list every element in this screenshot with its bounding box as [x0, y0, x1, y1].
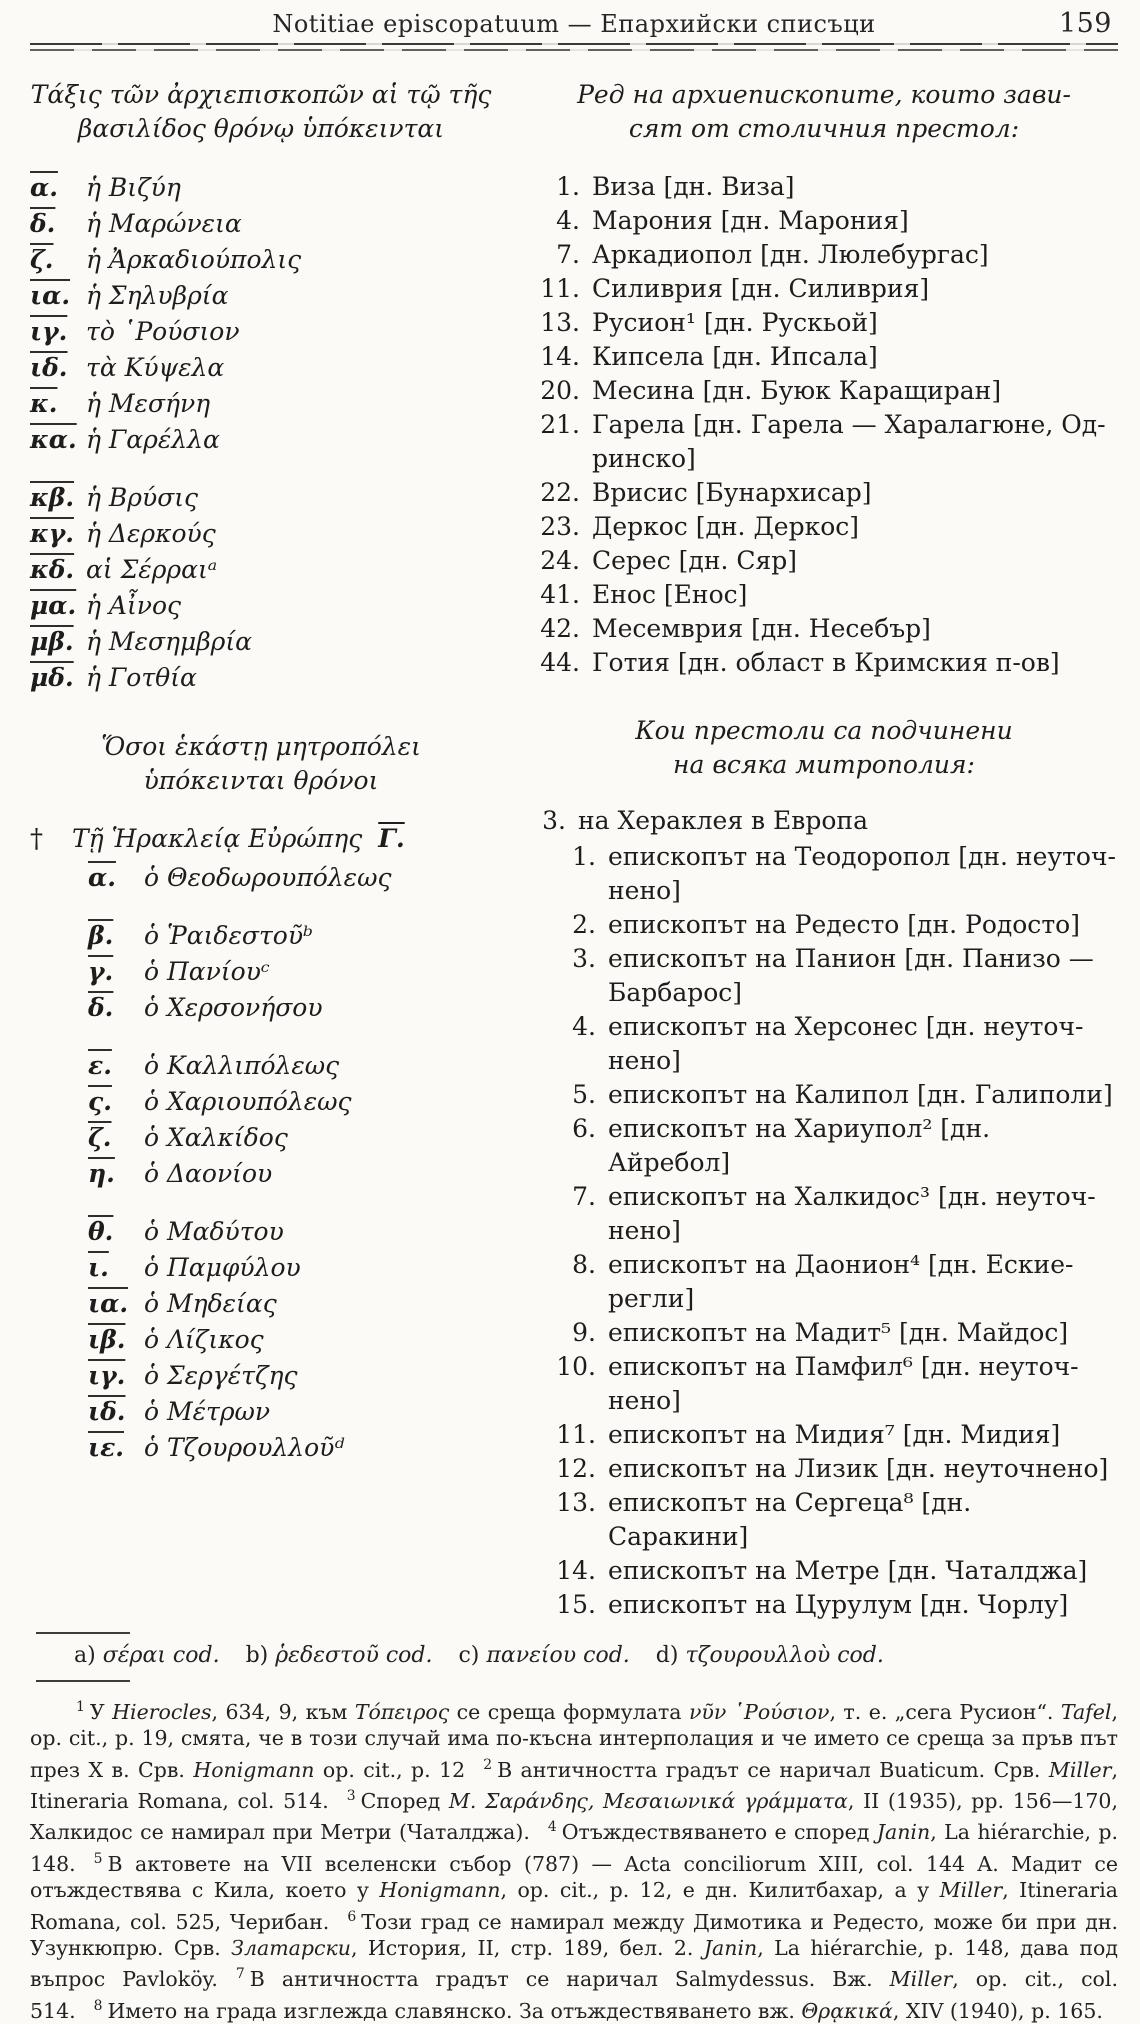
item-text: Русион¹ [дн. Рускьой] [592, 308, 878, 337]
item-number: 42. [540, 614, 580, 643]
item-number: 12. [556, 1454, 596, 1483]
list-item [30, 624, 492, 660]
list-item [530, 204, 1118, 238]
item-text: Гарела [дн. Гарела — Харалагюне, Одринско] [592, 410, 1106, 473]
heading-line: Τάξις τῶν ἀρχιεπισκοπῶν αἱ τῷ τῆς [30, 80, 492, 109]
footnote-text: В актовете на VII вселенски събор (787) — Acta conciliorum XIII, col. 144 A. Мадит се отъждествява с Кила, което у [30, 1851, 1118, 1903]
greek-column [30, 70, 492, 1622]
footnote-text: op. cit., p. 12 [314, 1757, 466, 1782]
footnote-separator [36, 1680, 130, 1682]
item-number: ζ. [30, 245, 54, 274]
list-item [530, 272, 1118, 306]
item-text: Серес [дн. Сяр] [592, 546, 798, 575]
list-item [30, 350, 492, 386]
header-rule [30, 43, 1118, 54]
footnote-text: , Itineraria Romana, col. 514. [30, 1757, 1118, 1813]
item-number: 6. [572, 1114, 596, 1143]
heading-line: сят от столичния престол: [628, 114, 1020, 143]
greek-sees-list [30, 170, 492, 696]
footnote-text: Miller [939, 1878, 1003, 1903]
item-text: ἡ Αἶνος [86, 591, 182, 620]
list-item [30, 206, 492, 242]
item-number: 13. [540, 308, 580, 337]
heading-line: βασιλίδος θρόνῳ ὑπόκεινται [77, 114, 445, 143]
item-text: ὁ Λίζικος [144, 1325, 264, 1354]
item-number: 4. [556, 206, 580, 235]
list-item [30, 278, 492, 314]
item-number: θ. [88, 1217, 114, 1246]
item-text: ἡ Δερκούς [86, 519, 216, 548]
footnote-number: 1 [76, 1699, 85, 1715]
metropolis-intro [530, 804, 1118, 838]
item-text: Виза [дн. Виза] [592, 172, 795, 201]
item-number: ι. [88, 1253, 109, 1282]
metropolis-name: Τῇ Ἡρακλείᾳ Εὐρώπης [72, 824, 363, 853]
item-text: на Хераклея в Европа [578, 806, 869, 835]
item-text: Деркос [дн. Деркос] [592, 512, 860, 541]
footnote-text: В античността градът се наричал Buaticum. Срв. [497, 1757, 1049, 1782]
item-number: 41. [540, 580, 580, 609]
footnote-text: Този град се намирал между Димотика и Редесто, може би при дн. Узункюпрю. Срв. [30, 1909, 1118, 1960]
item-text: ἡ Μεσημβρία [86, 627, 253, 656]
list-item [542, 1554, 1118, 1588]
item-number: 4. [572, 1012, 596, 1041]
apparatus-entry [656, 1643, 884, 1668]
footnote-text: , op. cit., p. 19, смята, че в този случай има по-късна интерполация и че името се среща за пръв път през X в. Срв. [30, 1699, 1118, 1782]
list-item [542, 1112, 1118, 1180]
list-item [530, 408, 1118, 476]
item-number: ιε. [88, 1433, 124, 1462]
footnote-text: Hierocles [112, 1699, 212, 1724]
item-number: 2. [572, 910, 596, 939]
list-item [542, 942, 1118, 1010]
list-item [542, 1588, 1118, 1622]
bulgarian-suffragans-list [530, 840, 1118, 1622]
item-number: κα. [30, 425, 77, 454]
item-number: δ. [30, 209, 56, 238]
item-number: κβ. [30, 483, 75, 512]
heading-line: Ὅσοι ἑκάστῃ μητροπόλει ὑπόκεινται θρόνοι [101, 732, 421, 795]
item-number: 23. [540, 512, 580, 541]
item-text: Кипсела [дн. Ипсала] [592, 342, 878, 371]
footnote-text: Miller [889, 1967, 953, 1992]
footnote-text: , т. е. „сега Русион“. [829, 1699, 1061, 1724]
item-text: епископът на Даонион⁴ [дн. Ескиерегли] [608, 1250, 1074, 1313]
list-item [542, 1078, 1118, 1112]
item-text: αἱ Σέρραιᵃ [86, 555, 218, 584]
bulgarian-sees-list [530, 170, 1118, 680]
footnote-text: В античността градът се наричал Salmydessus. Вж. [249, 1967, 890, 1992]
item-text: ὁ Χαλκίδος [144, 1123, 288, 1152]
list-item [88, 1084, 492, 1120]
item-text: Месина [дн. Буюк Каращиран] [592, 376, 1002, 405]
list-item [542, 1350, 1118, 1418]
list-item [542, 1486, 1118, 1554]
list-item [530, 374, 1118, 408]
list-item [88, 1322, 492, 1358]
list-item [530, 340, 1118, 374]
footnote-text: , XIV (1940), p. 165. [892, 1998, 1103, 2023]
greek-heading [30, 78, 492, 146]
item-text: епископът на Панион [дн. Панизо — Барбарос] [608, 944, 1094, 1007]
item-number: μδ. [30, 663, 74, 692]
item-text: епископът на Херсонес [дн. неуточнено] [608, 1012, 1084, 1075]
heading-line: Ред на архиепископите, които зави- [577, 80, 1071, 109]
footnotes-block [30, 1694, 1118, 2024]
item-text: епископът на Памфил⁶ [дн. неуточнено] [608, 1352, 1079, 1415]
list-item [30, 660, 492, 696]
list-item [88, 1286, 492, 1322]
item-text: ὁ Μαδύτου [144, 1217, 284, 1246]
list-item [530, 238, 1118, 272]
list-item [542, 1452, 1118, 1486]
bulgarian-column [530, 70, 1118, 1622]
item-number: β. [88, 921, 114, 950]
footnote-text: Според [360, 1788, 449, 1813]
item-number: 14. [540, 342, 580, 371]
item-number: δ. [88, 993, 114, 1022]
list-item [30, 386, 492, 422]
item-text: ὁ Θεοδωρουπόλεως [144, 863, 392, 892]
item-number: 7. [572, 1182, 596, 1211]
list-item [542, 908, 1118, 942]
list-item [30, 314, 492, 350]
list-item [542, 1180, 1118, 1248]
footnote-text: , 634, 9, към [211, 1699, 355, 1724]
item-text: епископът на Теодоропол [дн. неуточнено] [608, 842, 1116, 905]
item-number: 11. [540, 274, 580, 303]
list-item [88, 860, 492, 896]
item-text: ἡ Βιζύη [86, 173, 181, 202]
footnote-number: 7 [235, 1966, 245, 1983]
item-text: епископът на Сергеца⁸ [дн. Саракини] [608, 1488, 972, 1551]
list-item [88, 954, 492, 990]
item-number: 8. [572, 1250, 596, 1279]
item-number: κ. [30, 389, 58, 418]
list-item [530, 476, 1118, 510]
list-item [30, 422, 492, 458]
running-title: Notitiae episcopatuum — Епархийски списъци [272, 10, 876, 38]
apparatus-label: b) [245, 1643, 269, 1668]
footnote-text: , op. cit., p. 12, е дн. Килитбахар, а у [500, 1878, 940, 1903]
item-number: ς. [88, 1087, 112, 1116]
apparatus-entry [246, 1643, 433, 1668]
item-text: ἡ Ἀρκαδιούπολις [86, 245, 302, 274]
item-number: η. [88, 1159, 115, 1188]
item-number: γ. [88, 957, 114, 986]
footnote-number: 2 [483, 1756, 493, 1773]
item-text: Готия [дн. област в Кримския п-ов] [592, 648, 1060, 677]
footnote-text: се среща формулата [449, 1699, 689, 1724]
list-item [530, 612, 1118, 646]
apparatus-label: c) [458, 1643, 480, 1668]
item-number: ια. [30, 281, 71, 310]
item-text: ἡ Γαρέλλα [86, 425, 220, 454]
apparatus-variant: πανείου cod. [486, 1643, 630, 1668]
item-number: ιδ. [88, 1397, 126, 1426]
item-text: ἡ Μαρώνεια [86, 209, 242, 238]
list-item [88, 1430, 492, 1466]
list-item [542, 1010, 1118, 1078]
item-text: ὁ Τζουρουλλοῦᵈ [144, 1433, 345, 1462]
apparatus-separator [36, 1632, 130, 1634]
footnote-text: Miller [1048, 1757, 1112, 1782]
item-text: Силиврия [дн. Силиврия] [592, 274, 930, 303]
list-item [542, 840, 1118, 908]
list-item [542, 1248, 1118, 1316]
dagger-mark: † [30, 824, 43, 854]
item-text: ἡ Σηλυβρία [86, 281, 229, 310]
footnote-text: Honigmann [193, 1757, 315, 1782]
item-text: ὁ Ῥαιδεστοῦᵇ [144, 921, 314, 950]
item-number: 13. [556, 1488, 596, 1517]
item-text: епископът на Редесто [дн. Родосто] [608, 910, 1080, 939]
list-item [88, 1048, 492, 1084]
list-item [88, 1156, 492, 1192]
footnote-text: Името на града изглежда славянско. За отъждествяването вж. [107, 1998, 802, 2023]
item-text: Марония [дн. Марония] [592, 206, 909, 235]
item-text: ὁ Καλλιπόλεως [144, 1051, 340, 1080]
footnote-text: Honigmann [379, 1878, 501, 1903]
item-number: 21. [540, 410, 580, 439]
apparatus-label: a) [74, 1643, 96, 1668]
item-text: ὁ Μηδείας [144, 1289, 277, 1318]
footnote-text: Τόπειρος [354, 1699, 450, 1724]
item-number: κδ. [30, 555, 75, 584]
list-item [30, 588, 492, 624]
page-number: 159 [1058, 8, 1112, 39]
footnote-number: 8 [93, 1997, 103, 2014]
footnote-number: 3 [346, 1788, 356, 1805]
item-number: 15. [556, 1590, 596, 1619]
heading-line: Кои престоли са подчинени [635, 716, 1013, 745]
item-number: ιδ. [30, 353, 68, 382]
list-item [88, 1394, 492, 1430]
item-number: ιβ. [88, 1325, 126, 1354]
item-text: ὁ Χερσονήσου [144, 993, 323, 1022]
critical-apparatus [30, 1642, 1118, 1670]
item-number: ζ. [88, 1123, 112, 1152]
bulgarian-subheading [530, 714, 1118, 782]
item-number: ε. [88, 1051, 112, 1080]
list-item [542, 1316, 1118, 1350]
footnote-text: Janin [876, 1820, 931, 1845]
footnote-text: У [89, 1699, 113, 1724]
footnote-text: , История, II, стр. 189, бел. 2. [350, 1935, 704, 1960]
footnote-text: , II (1935), pp. 156—170, Халкидос се намирал при Метри (Чаталджа). [30, 1788, 1118, 1845]
item-number: 22. [540, 478, 580, 507]
list-item [530, 646, 1118, 680]
item-number: 1. [556, 172, 580, 201]
metropolis-numeral: Γ. [378, 824, 405, 853]
footnote-text: Janin [703, 1935, 758, 1960]
item-text: епископът на Халкидос³ [дн. неуточнено] [608, 1182, 1096, 1245]
footnote-text: , La hiérarchie, p. 148. [30, 1820, 1118, 1876]
list-item [88, 1358, 492, 1394]
footnote-text: Θρᾳκικά [801, 1998, 893, 2023]
item-text: Врисис [Бунархисар] [592, 478, 872, 507]
item-text: ὁ Δαονίου [144, 1159, 273, 1188]
list-item [30, 170, 492, 206]
greek-suffragans-list [30, 860, 492, 1466]
footnote-number: 4 [547, 1819, 557, 1836]
apparatus-label: d) [655, 1643, 679, 1668]
list-item [30, 516, 492, 552]
item-number: 20. [540, 376, 580, 405]
item-text: ὁ Σεργέτζης [144, 1361, 298, 1390]
page-header [30, 8, 1118, 40]
item-number: α. [88, 863, 116, 892]
item-text: епископът на Мадит⁵ [дн. Майдос] [608, 1318, 1069, 1347]
list-item [88, 1120, 492, 1156]
item-number: 14. [556, 1556, 596, 1585]
footnote-text: , op. cit., col. 514. [30, 1967, 1118, 2023]
list-item [30, 480, 492, 516]
list-item [542, 1418, 1118, 1452]
item-number: 44. [540, 648, 580, 677]
item-number: 9. [572, 1318, 596, 1347]
item-text: ἡ Μεσήνη [86, 389, 211, 418]
item-text: епископът на Лизик [дн. неуточнено] [608, 1454, 1109, 1483]
footnote-text: M. Σαράνδης, Μεσαιωνικά γράμματα [448, 1788, 848, 1813]
list-item [88, 1250, 492, 1286]
item-number: 24. [540, 546, 580, 575]
footnote-number: 6 [347, 1908, 357, 1925]
item-text: Аркадиопол [дн. Люлебургас] [592, 240, 989, 269]
item-number: 1. [572, 842, 596, 871]
item-text: епископът на Цурулум [дн. Чорлу] [608, 1590, 1069, 1619]
item-number: 10. [556, 1352, 596, 1381]
list-item [30, 242, 492, 278]
footnote-text: Златарски [231, 1935, 351, 1960]
footnote-text: νῦν ῾Ρούσιον [688, 1699, 830, 1724]
item-number: 11. [556, 1420, 596, 1449]
list-item [530, 510, 1118, 544]
footnote-text: Отъждествяването е според [561, 1820, 877, 1845]
item-number: μα. [30, 591, 77, 620]
metropolis-line [30, 820, 492, 858]
list-item [88, 1214, 492, 1250]
list-item [530, 578, 1118, 612]
greek-subheading [30, 730, 492, 798]
item-number: 5. [572, 1080, 596, 1109]
apparatus-variant: ῥεδεστοῦ cod. [275, 1643, 433, 1668]
footnote-text: Tafel [1060, 1699, 1112, 1724]
list-item [530, 306, 1118, 340]
bulgarian-heading [530, 78, 1118, 146]
item-text: епископът на Мидия⁷ [дн. Мидия] [608, 1420, 1061, 1449]
two-column-body [30, 70, 1118, 1622]
item-text: τὰ Κύψελα [86, 353, 225, 382]
item-number: 7. [556, 240, 580, 269]
item-text: ὁ Παμφύλου [144, 1253, 301, 1282]
footnote-text: , Itineraria Romana, col. 525, Черибан. [30, 1878, 1118, 1934]
item-text: епископът на Хариупол² [дн. Айребол] [608, 1114, 991, 1177]
list-item [530, 544, 1118, 578]
item-text: ὁ Πανίουᶜ [144, 957, 270, 986]
list-item [30, 552, 492, 588]
item-number: 3. [572, 944, 596, 973]
item-number: ιγ. [30, 317, 68, 346]
item-number: μβ. [30, 627, 74, 656]
item-text: епископът на Калипол [дн. Галиполи] [608, 1080, 1113, 1109]
item-number: 3. [542, 806, 566, 835]
apparatus-variant: τζουρουλλοὺ cod. [685, 1643, 884, 1668]
apparatus-entry [74, 1643, 220, 1668]
item-number: α. [30, 173, 58, 202]
footnote-number: 5 [93, 1850, 103, 1867]
apparatus-variant: σέραι cod. [102, 1643, 220, 1668]
item-text: ὁ Μέτρων [144, 1397, 271, 1426]
item-text: ἡ Βρύσις [86, 483, 199, 512]
heading-line: на всяка митрополия: [673, 750, 975, 779]
item-text: Месемврия [дн. Несебър] [592, 614, 931, 643]
item-text: епископът на Метре [дн. Чаталджа] [608, 1556, 1088, 1585]
item-text: Енос [Енос] [592, 580, 748, 609]
item-number: ιγ. [88, 1361, 126, 1390]
list-item [88, 990, 492, 1026]
list-item [88, 918, 492, 954]
item-text: ὁ Χαριουπόλεως [144, 1087, 352, 1116]
list-item [530, 170, 1118, 204]
item-number: ια. [88, 1289, 129, 1318]
apparatus-entry [458, 1643, 629, 1668]
item-text: ἡ Γοτθία [86, 663, 197, 692]
footnote-text: , La hiérarchie, p. 148, дава под въпрос Pavloköy. [30, 1935, 1118, 1992]
item-text: τὸ ῾Ρούσιον [86, 317, 240, 346]
item-number: κγ. [30, 519, 74, 548]
